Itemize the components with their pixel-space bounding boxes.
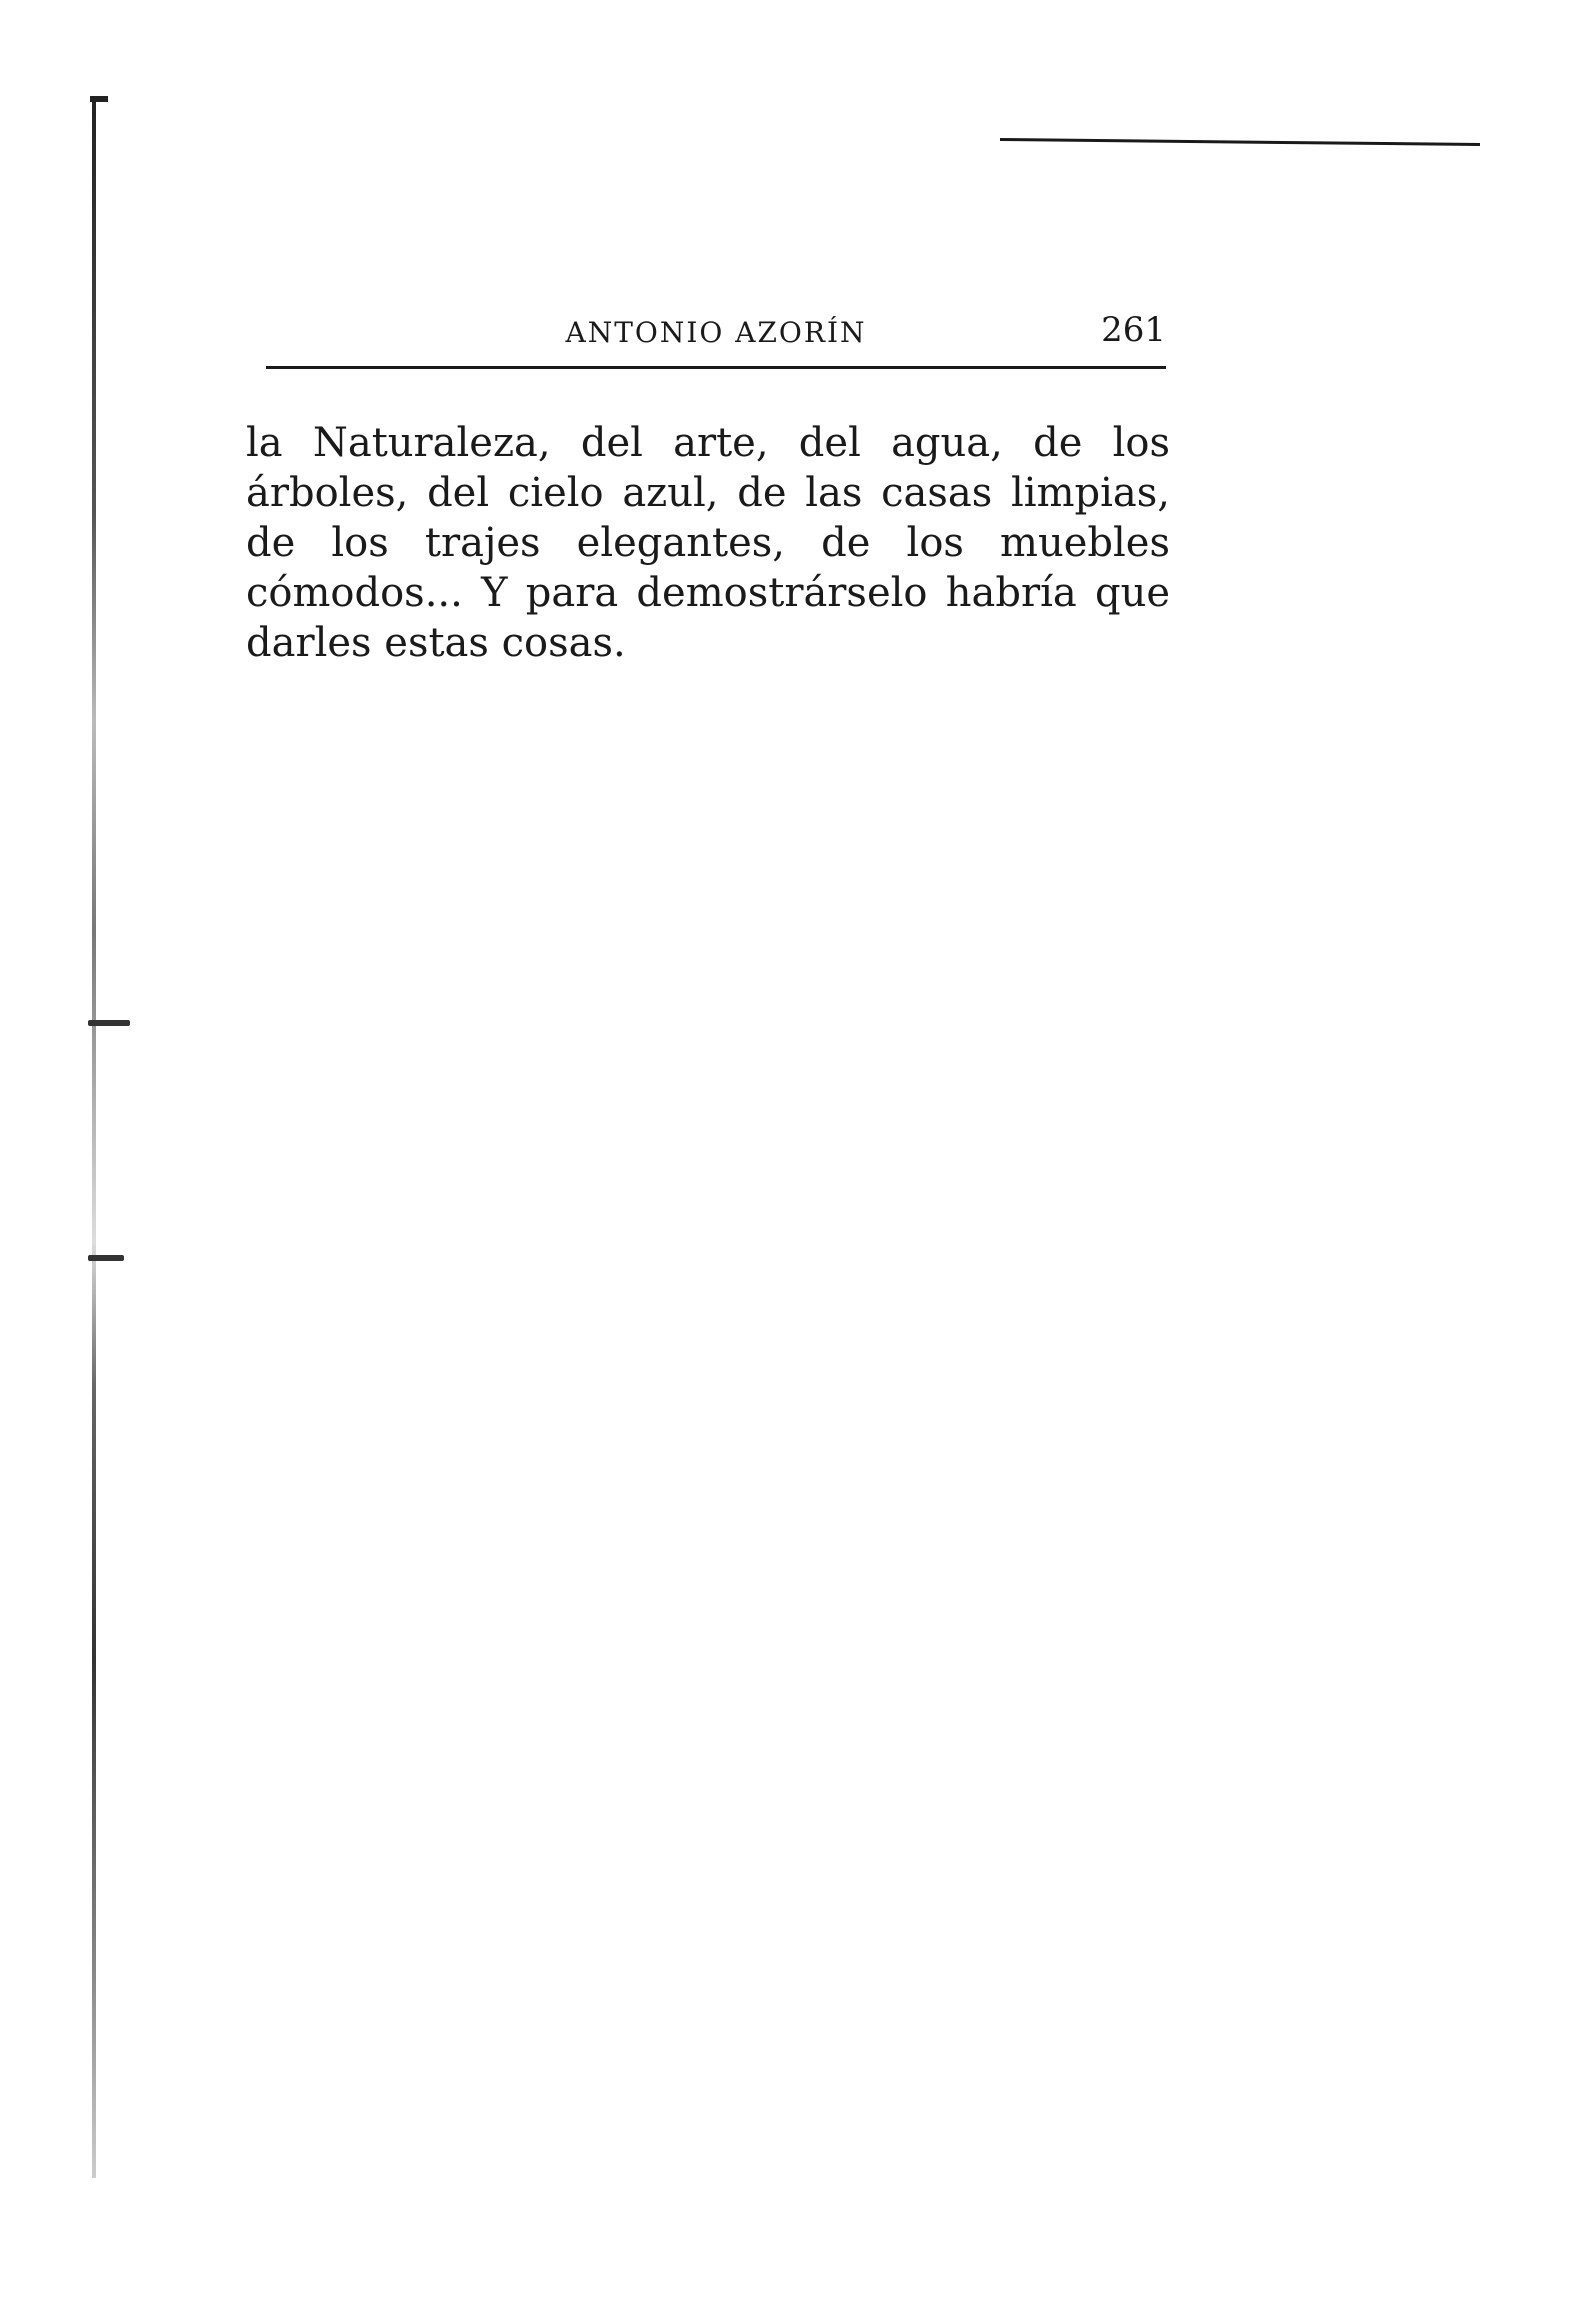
paragraph: la Naturaleza, del arte, del agua, de los árboles, del cielo azul, de las casas limpias, de los trajes elegantes, de los muebles cómodos... Y para demostrárselo habría que darles estas cosas. — [246, 420, 1170, 666]
header-rule — [266, 366, 1166, 369]
running-head-author: ANTONIO AZORÍN — [565, 316, 867, 349]
binding-notch — [88, 1020, 130, 1026]
binding-edge — [92, 98, 96, 2178]
binding-notch — [88, 1255, 124, 1261]
page-number: 261 — [1101, 310, 1166, 350]
scan-artifact-line — [1000, 138, 1480, 146]
running-head — [266, 310, 1166, 360]
body-text — [246, 418, 1170, 668]
